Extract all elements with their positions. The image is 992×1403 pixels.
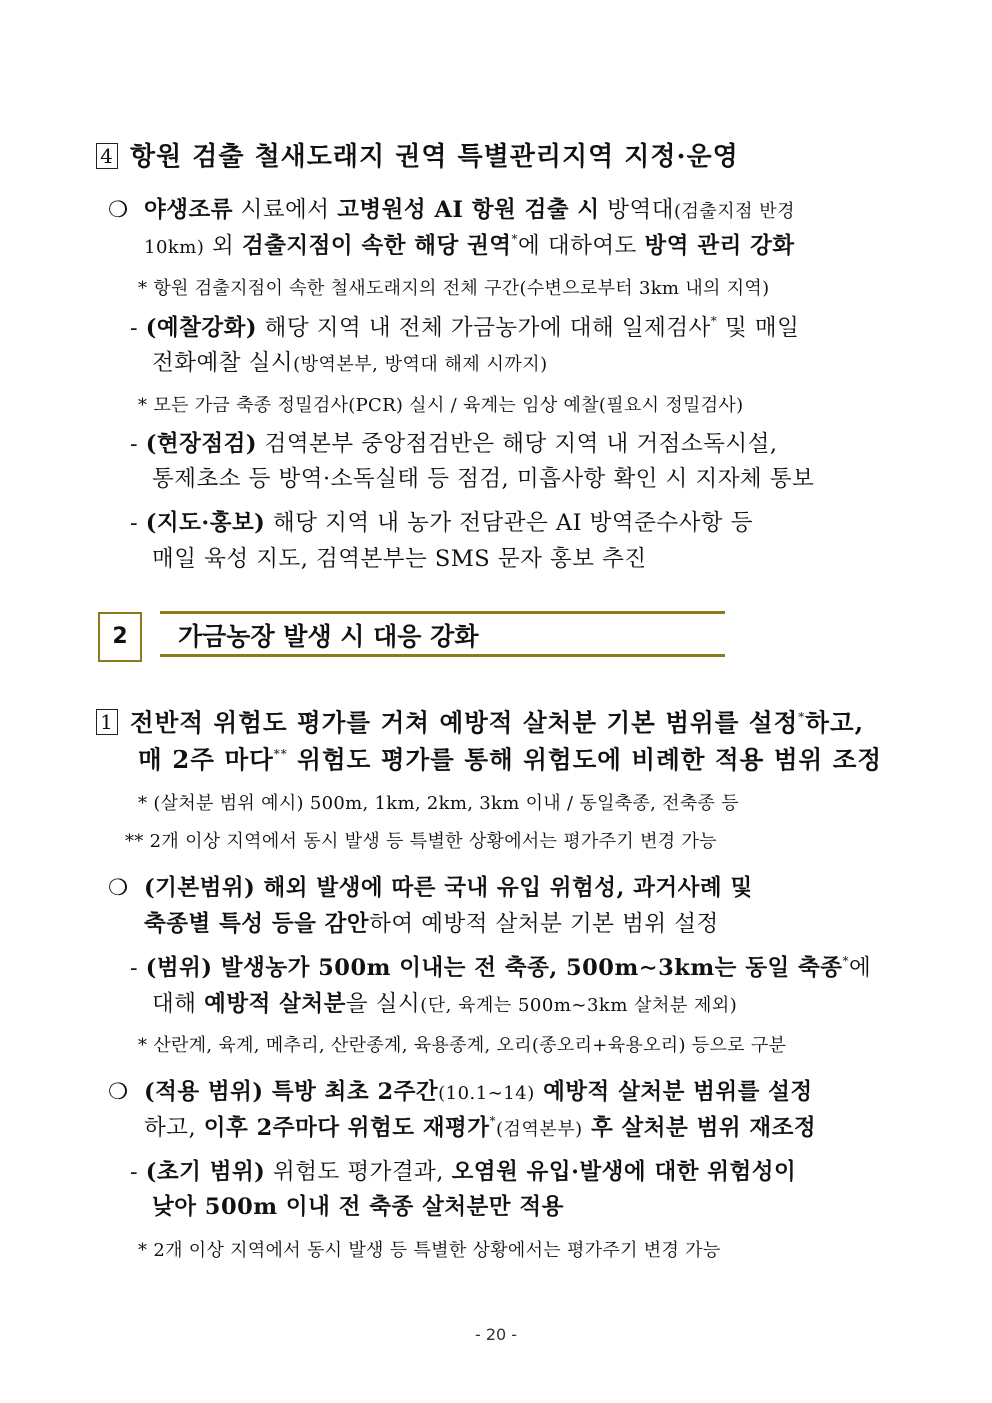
dash-line	[130, 505, 753, 537]
footnote: * (살처분 범위 예시) 500m, 1km, 2km, 3km 이내 / 동일축종, 전축종 등	[138, 793, 739, 814]
circle-bullet-icon: ❍	[108, 875, 129, 901]
text-bold: 이후 2주마다 위험도 재평가	[203, 1115, 490, 1141]
text-small: (검역본부)	[496, 1119, 583, 1140]
footnote: * 2개 이상 지역에서 동시 발생 등 특별한 상황에서는 평가주기 변경 가능	[138, 1240, 721, 1261]
text-bold: (예찰강화)	[145, 315, 257, 341]
text-bold: 오염원 유입·발생에 대한 위험성이	[451, 1159, 797, 1185]
chapter-title: 가금농장 발생 시 대응 강화	[160, 611, 725, 657]
text-small: 10km)	[144, 237, 205, 258]
bullet-line-cont	[144, 906, 719, 938]
text-bold: 발생농가 500m 이내는 전 축종, 500m∼3km는 동일 축종	[212, 955, 843, 981]
text-bold: (초기 범위)	[145, 1159, 266, 1185]
text: 외	[204, 233, 242, 259]
text-bold: (현장점검)	[145, 431, 257, 457]
text: 시료에서	[232, 197, 338, 223]
text: 해당 지역 내 농가 전담관은 AI 방역준수사항 등	[265, 510, 753, 536]
dash: -	[130, 955, 139, 981]
dash: -	[130, 1159, 139, 1185]
text-bold: (범위)	[145, 955, 213, 981]
bullet-line	[108, 1074, 813, 1106]
text-bold: 전반적 위험도 평가를 거쳐 예방적 살처분 기본 범위를 설정	[130, 708, 799, 737]
text-bold: 검출지점이 속한 해당 권역	[241, 233, 512, 259]
text-bold: 해외 발생에 따른 국내 유입 위험성, 과거사례 및	[255, 875, 753, 901]
bullet-line-cont	[144, 228, 795, 260]
text-bold: 방역 관리 강화	[644, 233, 795, 259]
text: 을 실시	[345, 991, 421, 1017]
text: 및 매일	[717, 315, 800, 341]
dash-line-cont: 낮아 500m 이내 전 축종 살처분만 적용	[152, 1194, 564, 1220]
text: 대해	[152, 991, 205, 1017]
bullet-line	[108, 870, 753, 902]
circle-bullet-icon: ❍	[108, 1079, 129, 1105]
footnote: ** 2개 이상 지역에서 동시 발생 등 특별한 상황에서는 평가주기 변경 가능	[125, 831, 717, 852]
text-bold: 예방적 살처분	[204, 991, 346, 1017]
dash-line-cont	[152, 345, 548, 377]
text-small: (10.1∼14)	[438, 1083, 535, 1104]
text-bold: (적용 범위) 특방 최초 2주간	[143, 1079, 439, 1105]
text-small: (단, 육계는 500m∼3km 살처분 제외)	[420, 995, 738, 1016]
dash: -	[130, 510, 139, 536]
text-bold: 축종별 특성 등을 감안	[144, 911, 370, 937]
subsection-heading-cont	[138, 741, 882, 776]
bullet-line	[108, 192, 795, 224]
footnote: * 산란계, 육계, 메추리, 산란종계, 육용종계, 오리(종오리+육용오리) 등으로 구분	[138, 1035, 787, 1056]
text-small: (검출지점 반경	[673, 201, 796, 222]
text: 해당 지역 내 전체 가금농가에 대해 일제검사	[257, 315, 711, 341]
text: 위험도 평가결과,	[265, 1159, 452, 1185]
text-bold: (지도·홍보)	[145, 510, 266, 536]
chapter-number-box: 2	[98, 612, 142, 662]
subsection-heading-1	[96, 704, 864, 739]
dash-line-cont: 통제초소 등 방역·소독실태 등 점검, 미흡사항 확인 시 지자체 통보	[152, 466, 815, 492]
text-bold: 고병원성 AI 항원 검출 시	[337, 197, 600, 223]
text: 하여 예방적 살처분 기본 범위 설정	[369, 911, 719, 937]
dash-line	[130, 310, 799, 342]
dash-line	[130, 426, 778, 458]
text-bold: 후 살처분 범위 재조정	[582, 1115, 817, 1141]
section-number-box: 4	[96, 143, 118, 169]
asterisk: **	[273, 747, 288, 761]
footnote: * 항원 검출지점이 속한 철새도래지의 전체 구간(수변으로부터 3km 내의 지역)	[138, 278, 770, 299]
dash-line-cont: 매일 육성 지도, 검역본부는 SMS 문자 홍보 추진	[152, 546, 647, 572]
page-number: - 20 -	[474, 1325, 518, 1344]
text-bold: 예방적 살처분 범위를 설정	[534, 1079, 813, 1105]
asterisk: *	[710, 314, 718, 328]
text: 에	[849, 955, 872, 981]
dash: -	[130, 431, 139, 457]
asterisk: *	[489, 1114, 497, 1128]
text-bold: 매 2주 마다	[138, 745, 274, 774]
asterisk: *	[511, 232, 519, 246]
bullet-line-cont	[144, 1110, 816, 1142]
dash-line	[130, 950, 871, 982]
text-bold: 야생조류	[143, 197, 233, 223]
dash: -	[130, 315, 139, 341]
section-title: 항원 검출 철새도래지 권역 특별관리지역 지정·운영	[130, 142, 739, 172]
footnote: * 모든 가금 축종 정밀검사(PCR) 실시 / 육계는 임상 예찰(필요시 정밀검사)	[138, 395, 744, 416]
text: 전화예찰 실시	[152, 350, 294, 376]
text-bold: (기본범위)	[143, 875, 256, 901]
text-small: (방역본부, 방역대 해제 시까지)	[293, 354, 548, 375]
dash-line	[130, 1154, 796, 1186]
section-number-box: 1	[96, 709, 118, 735]
text: 방역대	[599, 197, 674, 223]
dash-line-cont	[152, 986, 737, 1018]
text: 에 대하여도	[518, 233, 645, 259]
text-bold: 하고,	[805, 708, 865, 737]
section-heading-4	[96, 136, 739, 173]
text-bold: 위험도 평가를 통해 위험도에 비례한 적용 범위 조정	[287, 745, 883, 774]
circle-bullet-icon: ❍	[108, 197, 129, 223]
asterisk: *	[798, 710, 806, 724]
text: 검역본부 중앙점검반은 해당 지역 내 거점소독시설,	[257, 431, 778, 457]
asterisk: *	[842, 954, 850, 968]
text: 하고,	[144, 1115, 204, 1141]
